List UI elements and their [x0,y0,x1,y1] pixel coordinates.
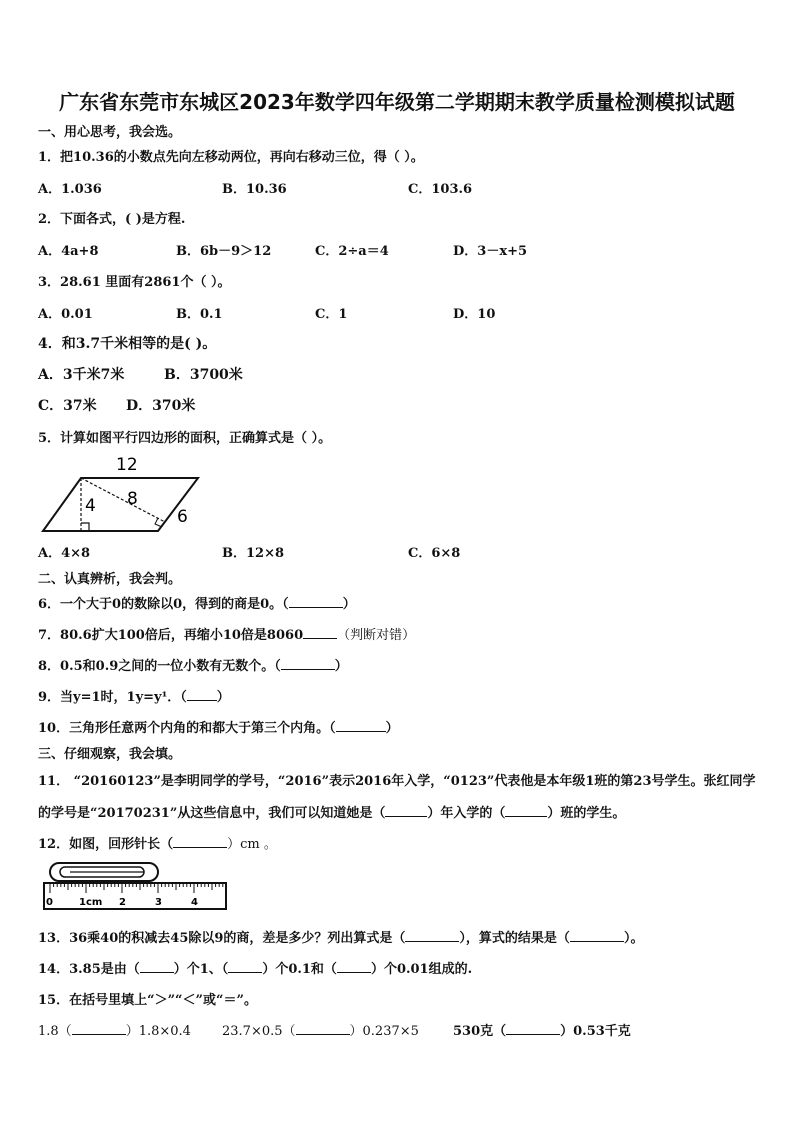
q14-blank-hundredths[interactable] [337,961,371,973]
ruler-label-1: 1cm [79,897,103,908]
q13-close: ）。 [623,931,644,946]
q15-item-2-right: ）0.237×5 [349,1024,419,1039]
question-9 [38,686,230,705]
q10-close: ） [385,721,399,736]
q14-blank-tenths[interactable] [228,961,262,973]
ruler-label-4: 4 [191,897,198,908]
q4-option-a[interactable]: A．3千米7米 [38,367,125,383]
question-3: 3．28.61 里面有2861个（ ）。 [38,275,231,290]
question-12 [38,833,277,852]
q2-option-d[interactable]: D．3－x+5 [453,244,528,259]
question-5: 5．计算如图平行四边形的面积，正确算式是（ ）。 [38,431,332,446]
q5-option-c[interactable]: C．6×8 [408,546,461,561]
q15-item-3-left: 530克（ [453,1024,507,1039]
q11-blank-class[interactable] [505,805,547,817]
q14-text-d: ）个0.01组成的. [370,962,473,977]
ruler-label-3: 3 [155,897,162,908]
q3-option-b[interactable]: B．0.1 [176,307,223,322]
q14-text-b: ）个1、（ [173,962,229,977]
label-top: 12 [116,455,138,475]
q15-item-3 [453,1020,631,1039]
q15-item-2 [222,1020,419,1039]
q3-option-d[interactable]: D．10 [453,307,496,322]
q10-text: 10．三角形任意两个内角的和都大于第三个内角。（ [38,721,336,736]
parallelogram-outline [43,478,198,531]
question-4: 4．和3.7千米相等的是( )。 [38,336,217,352]
q12-answer-blank[interactable] [173,836,227,848]
q14-blank-ones[interactable] [140,961,174,973]
section-3-heading: 三、仔细观察，我会填。 [38,747,182,762]
label-side: 6 [177,507,188,527]
question-15: 15．在括号里填上“＞”“＜”或“＝”。 [38,993,257,1008]
q1-option-c[interactable]: C．103.6 [408,182,473,197]
q5-option-a[interactable]: A．4×8 [38,546,91,561]
q15-item-3-blank[interactable] [506,1023,560,1035]
question-7 [38,624,415,643]
q6-close: ） [342,597,356,612]
q8-close: ） [334,659,348,674]
q5-option-b[interactable]: B．12×8 [222,546,285,561]
q3-option-a[interactable]: A．0.01 [38,307,93,322]
q6-text: 6．一个大于0的数除以0，得到的商是0。（ [38,597,289,612]
question-1: 1．把10.36的小数点先向左移动两位，再向右移动三位，得（ ）。 [38,150,424,165]
question-13 [38,927,643,946]
q9-answer-blank[interactable] [187,689,217,701]
q13-text: 13．36乘40的积减去45除以9的商，差是多少？列出算式是（ [38,931,406,946]
q11-text-c: ）班的学生。 [547,806,626,821]
parallelogram-figure [38,452,208,538]
question-14 [38,958,472,977]
q8-text: 8．0.5和0.9之间的一位小数有无数个。（ [38,659,281,674]
q9-close: ） [216,690,230,705]
section-1-heading: 一、用心思考，我会选。 [38,125,182,140]
label-diag: 8 [127,489,138,509]
q2-option-c[interactable]: C．2÷a＝4 [315,244,389,259]
q15-item-2-blank[interactable] [296,1023,350,1035]
q2-option-a[interactable]: A．4a+8 [38,244,99,259]
q7-tail: （判断对错） [337,628,416,643]
q12-text: 12．如图，回形针长（ [38,837,174,852]
q7-answer-blank[interactable] [303,627,337,639]
question-10 [38,717,399,736]
question-8 [38,655,348,674]
ruler-label-0: 0 [46,897,53,908]
q6-answer-blank[interactable] [289,596,343,608]
q13-blank-result[interactable] [570,930,624,942]
label-height: 4 [85,496,96,516]
q14-text-c: ）个0.1和（ [262,962,337,977]
question-2: 2．下面各式，( )是方程. [38,212,186,227]
q4-option-d[interactable]: D．370米 [126,398,196,414]
q11-text-b: ）年入学的（ [427,806,506,821]
q15-item-1 [38,1020,191,1039]
q14-text-a: 14．3.85是由（ [38,962,140,977]
question-6 [38,593,356,612]
section-2-heading: 二、认真辨析，我会判。 [38,572,182,587]
q7-text: 7．80.6扩大100倍后，再缩小10倍是8060 [38,628,304,643]
right-angle-mark [81,523,89,531]
q10-answer-blank[interactable] [336,720,386,732]
ruler-label-2: 2 [119,897,126,908]
q13-blank-formula[interactable] [405,930,459,942]
q11-text-a: 的学号是“20170231”从这些信息中，我们可以知道她是（ [38,806,386,821]
q12-close: ）cm 。 [227,837,277,852]
ruler-ticks [50,883,223,893]
q1-option-a[interactable]: A．1.036 [38,182,102,197]
q11-blank-year[interactable] [385,805,427,817]
page-title: 广东省东莞市东城区2023年数学四年级第二学期期末教学质量检测模拟试题 [59,90,735,114]
q15-item-1-right: ）1.8×0.4 [125,1024,191,1039]
q3-option-c[interactable]: C．1 [315,307,348,322]
q15-item-2-left: 23.7×0.5（ [222,1024,296,1039]
q9-text: 9．当y=1时，1y=y¹．（ [38,690,187,705]
q15-item-3-right: ）0.53千克 [560,1024,631,1039]
q4-option-b[interactable]: B．3700米 [164,367,243,383]
q2-option-b[interactable]: B．6b－9＞12 [176,244,272,259]
paperclip-ruler-figure [40,858,230,914]
question-11-line-1: 11． “20160123”是李明同学的学号，“2016”表示2016年入学，“0123”代表他是本年级1班的第23号学生。张红同学 [38,774,756,789]
q13-mid: ），算式的结果是（ [459,931,570,946]
q15-item-1-left: 1.8（ [38,1024,72,1039]
q4-option-c[interactable]: C．37米 [38,398,97,414]
q1-option-b[interactable]: B．10.36 [222,182,287,197]
question-11-line-2 [38,802,625,821]
q8-answer-blank[interactable] [281,658,335,670]
q15-item-1-blank[interactable] [72,1023,126,1035]
